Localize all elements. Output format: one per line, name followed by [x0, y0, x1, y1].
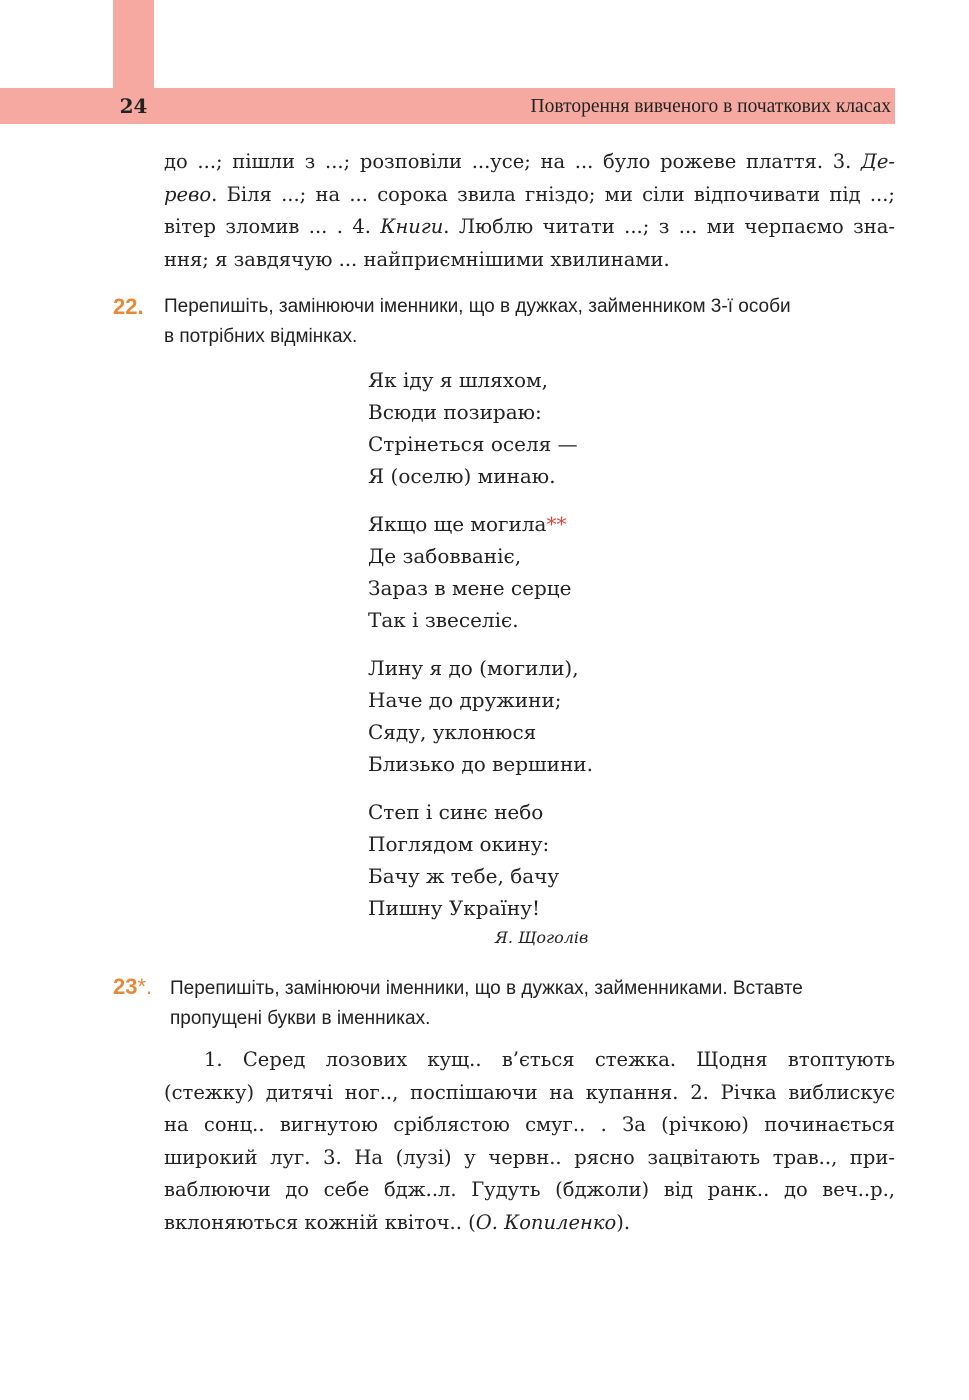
paragraph-line: вклоняються кожній квіточ.. (О. Копиленко). — [164, 1210, 631, 1234]
exercise-23-instruction — [170, 974, 803, 1034]
poem-line: Близько до вершини. — [368, 752, 593, 776]
exercise-22-instruction — [164, 292, 791, 352]
paragraph-line: ння; я завдячую ... найприємнішими хвилинами. — [164, 247, 670, 271]
poem-line: Якщо ще могила** — [368, 512, 567, 536]
stanza-4 — [368, 796, 688, 924]
poem-line: Поглядом окину: — [368, 832, 550, 856]
footnote-marker: ** — [546, 512, 567, 536]
paragraph-line: 1. Серед лозових кущ.. в’ється стежка. Щодня втоптують — [204, 1048, 895, 1071]
poem-line: Так і звеселіє. — [368, 608, 519, 632]
continued-paragraph — [164, 146, 895, 276]
instruction-line: Перепишіть, замінюючи іменники, що в дужках, займенниками. Вставте — [170, 978, 803, 999]
exercise-23-text — [164, 1044, 895, 1239]
poem-line: Стрінеться оселя — — [368, 432, 578, 456]
paragraph-line: (стежку) дитячі ног.., поспішаючи на купання. 2. Річка виблискує — [164, 1080, 895, 1104]
instruction-line: Перепишіть, замінюючи іменники, що в дужках, займенником 3-ї особи — [164, 296, 791, 317]
paragraph-line: широкий луг. 3. На (лузі) у червн.. рясно зацвітають трав.., при- — [164, 1145, 895, 1169]
poem-line: Бачу ж тебе, бачу — [368, 864, 560, 888]
section-title: Повторення вивченого в початкових класах — [530, 96, 891, 117]
poem-line: Всюди позираю: — [368, 400, 542, 424]
paragraph-line: ваблюючи до себе бдж..л. Гудуть (бджоли) від ранк.. до веч..р., — [164, 1178, 895, 1201]
stanza-3 — [368, 652, 688, 780]
poem-author: Я. Щоголів — [495, 928, 589, 947]
poem-line: Сяду, уклонюся — [368, 720, 537, 744]
poem-line: Я (оселю) минаю. — [368, 464, 556, 488]
poem-line: Наче до дружини; — [368, 688, 562, 712]
poem — [368, 364, 688, 940]
paragraph-line: рево. Біля ...; на ... сорока звила гніздо; ми сіли відпочивати під ...; — [164, 182, 895, 206]
page-number: 24 — [119, 94, 148, 118]
header-tab-decoration — [113, 0, 154, 90]
poem-line: Лину я до (могили), — [368, 656, 579, 680]
instruction-line: пропущені букви в іменниках. — [170, 1008, 431, 1029]
stanza-1 — [368, 364, 688, 492]
poem-line: Де забовваніє, — [368, 544, 522, 568]
poem-line: Степ і синє небо — [368, 800, 544, 824]
exercise-23-number: 23*. — [113, 974, 153, 999]
paragraph-line: на сонц.. вигнутою сріблястою смуг.. . За (річкою) починається — [164, 1113, 895, 1136]
paragraph-line: вітер зломив ... . 4. Книги. Люблю читати ...; з ... ми черпаємо зна- — [164, 215, 895, 238]
stanza-2 — [368, 508, 688, 636]
poem-line: Пишну Україну! — [368, 896, 541, 920]
poem-line: Зараз в мене серце — [368, 576, 572, 600]
exercise-22-number: 22. — [113, 294, 144, 319]
difficulty-star: *. — [137, 974, 153, 999]
poem-line: Як іду я шляхом, — [368, 368, 548, 392]
instruction-line: в потрібних відмінках. — [164, 326, 358, 347]
paragraph-line: до ...; пішли з ...; розповіли ...усе; на ... було рожеве плаття. 3. Де- — [164, 150, 895, 173]
